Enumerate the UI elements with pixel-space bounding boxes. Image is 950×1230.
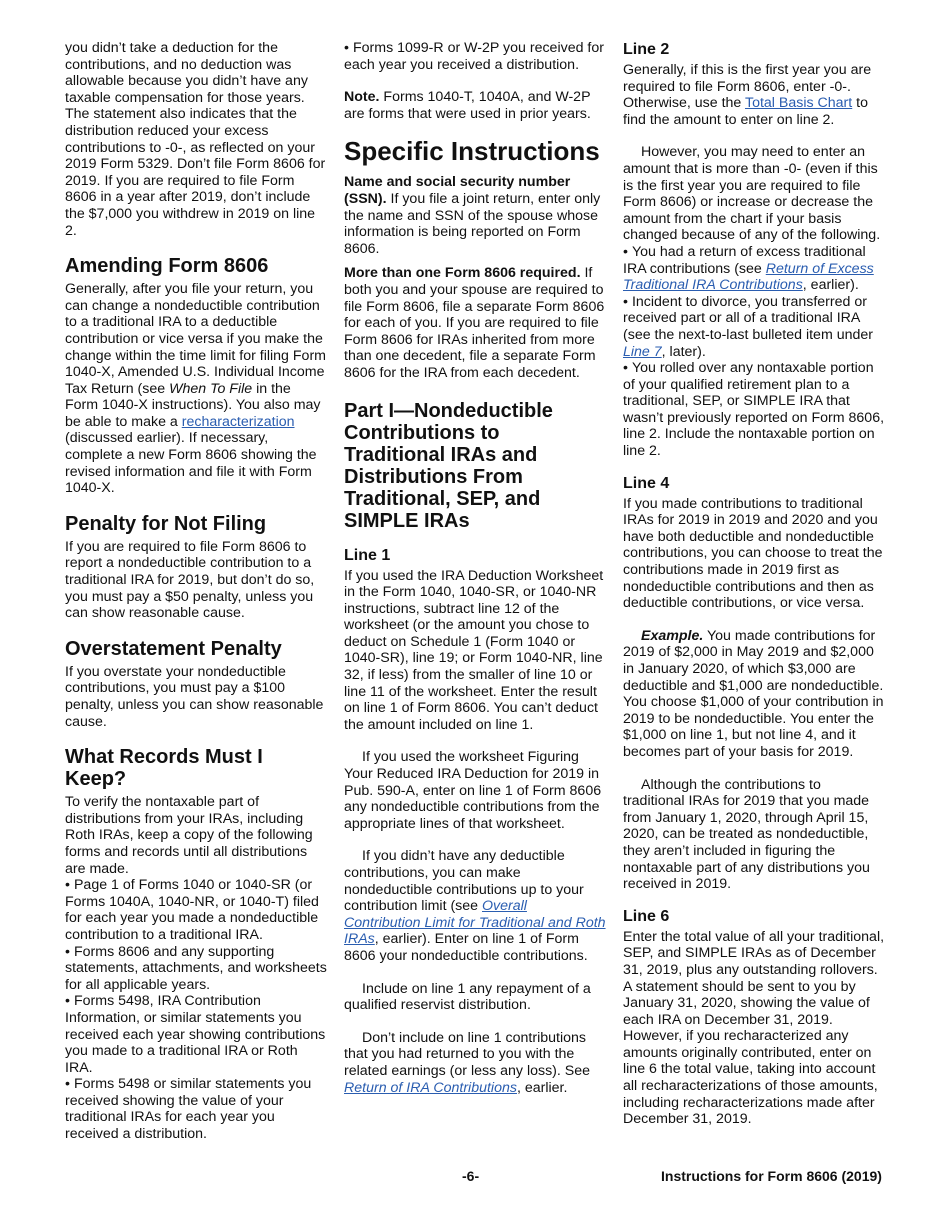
line2-bullet-3: • You rolled over any nontaxable portion of your qualified retirement plan to a traditional, SEP, or SIMPLE IRA that wasn’t previously reported on Form 8606, line 2. Include the nontaxable portion on line 2. (623, 360, 885, 460)
penalty-heading: Penalty for Not Filing (65, 512, 267, 535)
line1-paragraph-4: Include on line 1 any repayment of a qualified reservist distribution. (344, 980, 591, 1014)
return-ira-contributions-link[interactable]: Return of IRA Contributions (344, 1079, 517, 1096)
overstatement-heading: Overstatement Penalty (65, 637, 282, 660)
line1-heading: Line 1 (344, 546, 391, 564)
line1-paragraph-3: If you didn’t have any deductible contributions, you can make nondeductible contributions up to your contribution limit (see Overall Contribution Limit for Traditional and Roth IRAs, earlier). Enter on line 1 of Form 8606 your nondeductible contributions. (344, 848, 606, 964)
records-paragraph: To verify the nontaxable part of distributions from your IRAs, including Roth IRAs, keep a copy of the following forms and records until all distributions are made. (65, 794, 313, 877)
line1-paragraph-1: If you used the IRA Deduction Worksheet in the Form 1040, 1040-SR, or 1040-NR instructions, subtract line 12 of the worksheet (or the amount you chose to deduct on Schedule 1 (Form 1040 or 1040-SR), line 19; or Form 1040-NR, line 32, if less) from the smaller of line 10 or line 11 of the worksheet. Enter the result on line 1 of Form 8606. You can’t deduct the amount included on line 1. (344, 567, 604, 733)
line2-bullet-2: • Incident to divorce, you transferred or received part or all of a traditional IRA (see the next-to-last bulleted item under Line 7, later). (623, 294, 885, 360)
line4-heading: Line 4 (623, 474, 670, 492)
records-bullet-3: • Forms 5498, IRA Contribution Information, or similar statements you received each year showing contributions you made to a traditional IRA or Roth IRA. (65, 993, 327, 1076)
amending-paragraph: Generally, after you file your return, you can change a nondeductible contribution to a traditional IRA to a deductible contribution or vice versa if you make the change within the time limit for filing Form 1040-X, Amended U.S. Individual Income Tax Return (see When To File in the Form 1040-X instructions). You also may be able to make a recharacterization (discussed earlier). If necessary, complete a new Form 8606 showing the revised information and file it with Form 1040-X. (65, 281, 326, 497)
bullet-1099r: • Forms 1099-R or W-2P you received for each year you received a distribution. (344, 40, 606, 73)
line2-paragraph-1: Generally, if this is the first year you are required to file Form 8606, enter -0-. Otherwise, use the Total Basis Chart to find the amount to enter on line 2. (623, 62, 872, 128)
line2-paragraph-2: However, you may need to enter an amount that is more than -0- (even if this is the first year you are required to file Form 8606) or increase or decrease the amount from the chart if your basis changed because of any of the following. (623, 144, 881, 244)
line6-paragraph-1: Enter the total value of all your traditional, SEP, and SIMPLE IRAs as of December 31, 2019, plus any outstanding rollovers. A statement should be sent to you by January 31, 2020, showing the value of each IRA on December 31, 2019. However, if you recharacterized any amounts originally contributed, enter on line 6 the total value, taking into account all recharacterizations of those amounts, including recharacterizations made after December 31, 2019. (623, 928, 885, 1128)
amending-heading: Amending Form 8606 (65, 255, 269, 278)
footer-document-title: Instructions for Form 8606 (2019) (661, 1168, 882, 1184)
intro-paragraph: you didn’t take a deduction for the contributions, and no deduction was allowable because you didn’t have any taxable compensation for those years. The statement also indicates that the distribution reduced your excess contributions to -0-, as reflected on your 2019 Form 5329. Don’t file Form 8606 for 2019. If you are required to file Form 8606 in a year after 2019, don’t include the $7,000 you withdrew in 2019 on line 2. (65, 40, 326, 239)
line2-heading: Line 2 (623, 41, 670, 58)
line4-paragraph-3: Although the contributions to traditional IRAs for 2019 that you made from January 1, 2020, through April 15, 2020, can be treated as nondeductible, they aren’t included in figuring the nontaxable part of any distributions you received in 2019. (623, 776, 870, 893)
penalty-paragraph: If you are required to file Form 8606 to report a nondeductible contribution to a traditional IRA for 2019, but don’t do so, you must pay a $50 penalty, unless you can show reasonable cause. (65, 538, 315, 622)
line6-heading: Line 6 (623, 907, 670, 925)
column-2 (344, 40, 606, 1096)
page-number: -6- (462, 1168, 480, 1184)
records-bullet-2: • Forms 8606 and any supporting statements, attachments, and worksheets for all applicable years. (65, 944, 327, 994)
line1-paragraph-2: If you used the worksheet Figuring Your Reduced IRA Deduction for 2019 in Pub. 590-A, enter on line 1 of Form 8606 any nondeductible contributions from the appropriate lines of that worksheet. (344, 749, 602, 832)
line2-bullet-1: • You had a return of excess traditional IRA contributions (see Return of Excess Traditional IRA Contributions, earlier). (623, 244, 885, 294)
line4-example: Example. You made contributions for 2019 of $2,000 in May 2019 and $2,000 in January 2020, of which $3,000 are deductible and $1,000 are nondeductible. You choose $1,000 of your contribution in 2019 to be nondeductible. You enter the $1,000 on line 1, but not line 4, and it becomes part of your basis for 2019. (623, 627, 884, 760)
records-bullet-4: • Forms 5498 or similar statements you received showing the value of your traditional IRAs for each year you received a distribution. (65, 1076, 327, 1142)
records-heading: What Records Must I Keep? (65, 746, 263, 791)
specific-instructions-heading: Specific Instructions (344, 136, 600, 167)
return-excess-link[interactable]: Return of Excess Traditional IRA Contributions (623, 260, 874, 294)
recharacterization-link[interactable]: recharacterization (181, 413, 295, 430)
column-3 (623, 40, 885, 1128)
overstatement-paragraph: If you overstate your nondeductible contributions, you must pay a $100 penalty, unless you can show reasonable cause. (65, 663, 324, 730)
line7-link[interactable]: Line 7 (623, 343, 662, 360)
overall-limit-link[interactable]: Overall Contribution Limit for Traditional and Roth IRAs (344, 898, 606, 948)
column-1 (65, 40, 327, 1143)
records-bullet-1: • Page 1 of Forms 1040 or 1040-SR (or Forms 1040A, 1040-NR, or 1040-T) filed for each year you made a nondeductible contribution to a traditional IRA. (65, 877, 327, 943)
part1-heading: Part I—Nondeductible Contributions to Traditional IRAs and Distributions From Traditional, SEP, and SIMPLE IRAs (344, 399, 553, 532)
name-ssn-paragraph: Name and social security number (SSN). If you file a joint return, enter only the name and SSN of the spouse whose information is being reported on Form 8606. (344, 174, 601, 257)
note-paragraph: Note. Forms 1040-T, 1040A, and W-2P are forms that were used in prior years. (344, 89, 591, 122)
more-than-one-paragraph: More than one Form 8606 required. If both you and your spouse are required to file Form 8606, file a separate Form 8606 for each of you. If you are required to file Form 8606 for IRAs inherited from more than one decedent, file a separate Form 8606 for the IRA from each decedent. (344, 265, 605, 381)
line1-paragraph-5: Don’t include on line 1 contributions that you had returned to you with the related earnings (or less any loss). See Return of IRA Contributions, earlier. (344, 1029, 591, 1096)
total-basis-chart-link[interactable]: Total Basis Chart (744, 95, 853, 112)
line4-paragraph-1: If you made contributions to traditional IRAs for 2019 in 2019 and 2020 and you have both deductible and nondeductible contributions, you can choose to treat the contributions made in 2019 first as nondeductible contributions and then as deductible contributions, or vice versa. (623, 495, 883, 612)
